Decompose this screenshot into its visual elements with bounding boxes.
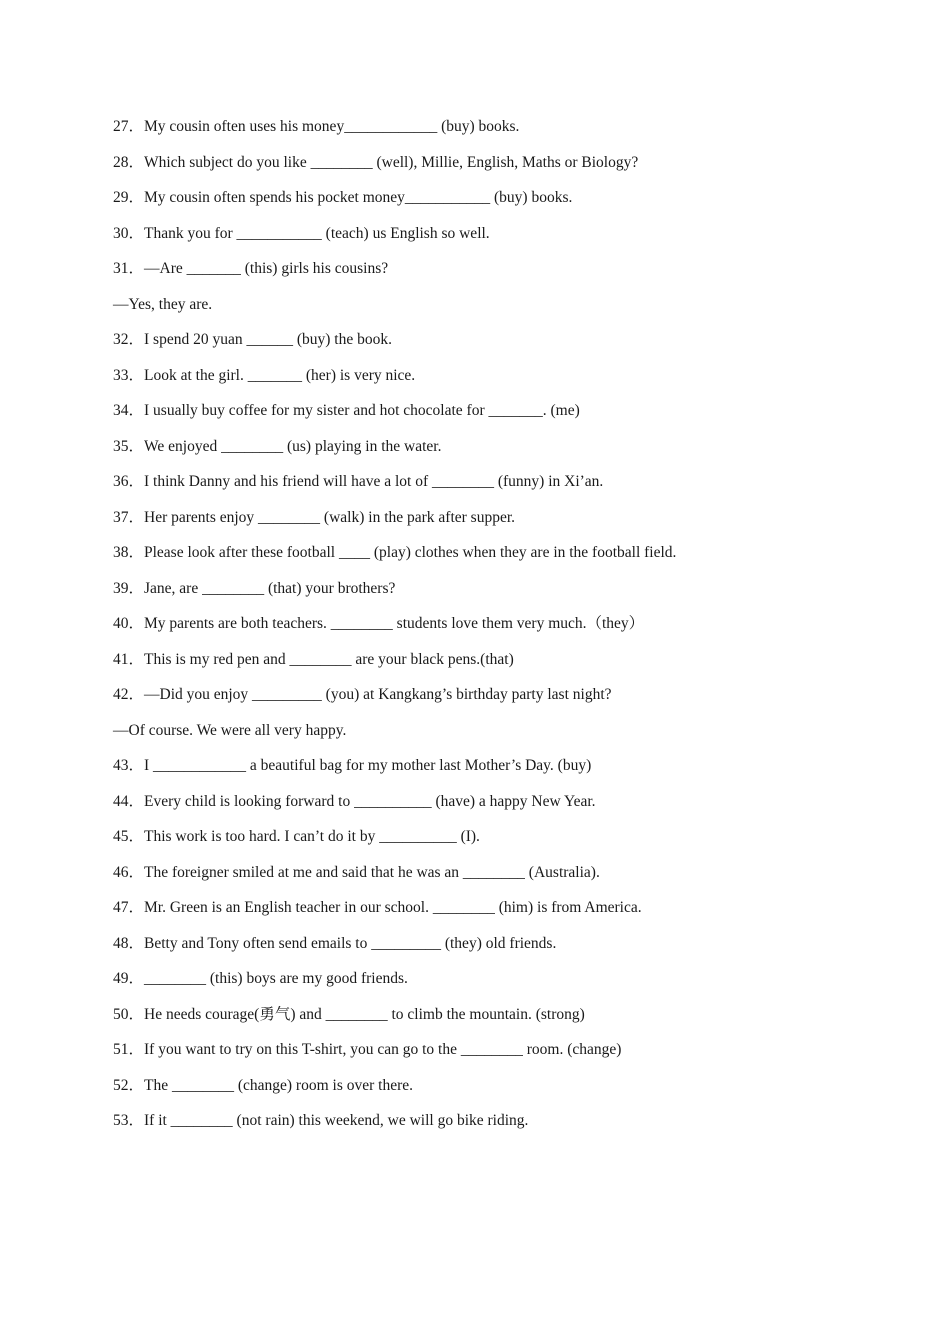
exercise-list [113,115,913,1145]
exercise-line: 45．This work is too hard. I can’t do it by __________ (I). [113,828,480,845]
exercise-line: 35．We enjoyed ________ (us) playing in the water. [113,437,442,455]
exercise-line: 42．—Did you enjoy _________ (you) at Kangkang’s birthday party last night? [113,686,612,703]
exercise-line: 51．If you want to try on this T-shirt, you can go to the ________ room. (change) [113,1041,622,1058]
exercise-line: 41．This is my red pen and ________ are your black pens.(that) [113,650,514,668]
exercise-line: 28．Which subject do you like ________ (well), Millie, English, Maths or Biology? [113,153,639,171]
exercise-line: 29．My cousin often spends his pocket money___________ (buy) books. [113,189,573,206]
exercise-line: 47．Mr. Green is an English teacher in our school. ________ (him) is from America. [113,899,642,916]
exercise-line: 44．Every child is looking forward to __________ (have) a happy New Year. [113,792,596,810]
exercise-line: 52．The ________ (change) room is over there. [113,1076,414,1094]
exercise-line: 37．Her parents enjoy ________ (walk) in the park after supper. [113,508,516,526]
exercise-line: 48．Betty and Tony often send emails to _________ (they) old friends. [113,934,557,952]
exercise-line: 38．Please look after these football ____ (play) clothes when they are in the football field. [113,544,677,561]
exercise-line: 49．________ (this) boys are my good friends. [113,970,408,987]
exercise-line: 43．I ____________ a beautiful bag for my mother last Mother’s Day. (buy) [113,757,592,774]
exercise-line: 27．My cousin often uses his money____________ (buy) books. [113,118,520,135]
exercise-line: 31．—Are _______ (this) girls his cousins? [113,260,389,277]
exercise-line: 36．I think Danny and his friend will have a lot of ________ (funny) in Xi’an. [113,473,604,490]
answer-line: —Yes, they are. [113,295,213,313]
exercise-line: 50．He needs courage(勇气) and ________ to climb the mountain. (strong) [113,1005,585,1023]
exercise-line: 33．Look at the girl. _______ (her) is very nice. [113,366,416,384]
exercise-line: 53．If it ________ (not rain) this weekend, we will go bike riding. [113,1112,529,1129]
exercise-line: 39．Jane, are ________ (that) your brothers? [113,579,396,597]
exercise-line: 30．Thank you for ___________ (teach) us English so well. [113,224,490,242]
exercise-line: 34．I usually buy coffee for my sister and hot chocolate for _______. (me) [113,402,580,419]
exercise-line: 40．My parents are both teachers. ________ students love them very much.（they） [113,615,645,632]
answer-line: —Of course. We were all very happy. [113,721,347,739]
exercise-line: 32．I spend 20 yuan ______ (buy) the book. [113,331,392,348]
exercise-line: 46．The foreigner smiled at me and said that he was an ________ (Australia). [113,863,600,881]
